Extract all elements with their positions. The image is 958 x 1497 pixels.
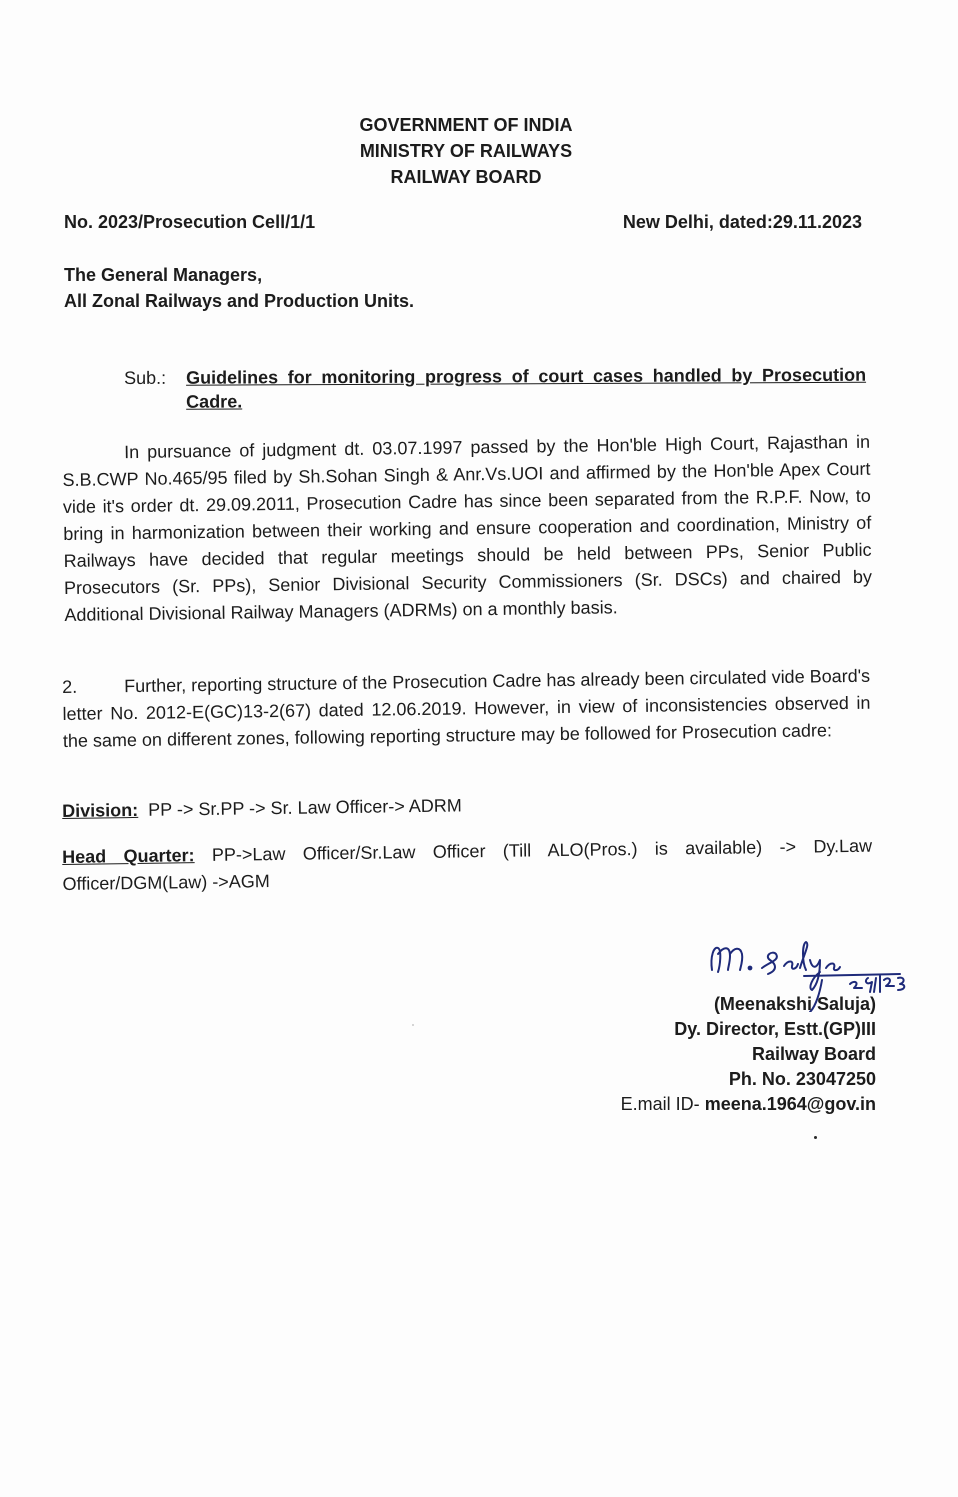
letter-place-date: New Delhi, dated:29.11.2023 (622, 212, 862, 232)
division-structure (62, 787, 872, 825)
letterhead-ministry: MINISTRY OF RAILWAYS (359, 141, 573, 161)
subject-text: Guidelines for monitoring progress of court cases handled by Prosecution Cadre. (186, 364, 867, 412)
addressee-line-2: All Zonal Railways and Production Units. (64, 291, 415, 311)
letter-number: No. 2023/Prosecution Cell/1/1 (64, 212, 316, 232)
signatory-email: meena.1964@gov.in (704, 1094, 876, 1114)
signatory-designation: Dy. Director, Estt.(GP)III (674, 1019, 876, 1039)
signatory-email-line (621, 1092, 876, 1117)
signatory-phone: Ph. No. 23047250 (728, 1069, 876, 1089)
signatory-block (621, 992, 876, 1117)
signatory-name: (Meenakshi Saluja) (713, 994, 876, 1014)
paragraph-2 (62, 663, 871, 755)
division-chain: PP -> Sr.PP -> Sr. Law Officer-> ADRM (148, 795, 462, 820)
signatory-email-label: E.mail ID- (620, 1094, 700, 1114)
subject-label: Sub.: (124, 367, 167, 388)
signatory-office: Railway Board (751, 1044, 876, 1064)
addressee-line-1: The General Managers, (64, 265, 263, 285)
paragraph-2-text: Further, reporting structure of the Prosecution Cadre has already been circulated vide Board's letter No. 2012-E(GC)13-2(67) dated 12.06.2019. However, in view of inconsistencies observed in the same on different zones, following reporting structure may be followed for Prosecution cadre: (62, 665, 871, 751)
addressee-block (64, 262, 414, 314)
letterhead (0, 112, 932, 190)
headquarter-label: Head Quarter: (62, 845, 195, 867)
headquarter-chain: PP->Law Officer/Sr.Law Officer (Till ALO(Pros.) is available) -> Dy.Law Officer/DGM(Law) ->AGM (62, 835, 873, 894)
subject-block (124, 363, 866, 414)
scan-speck (814, 1136, 817, 1139)
paragraph-2-number: 2. (62, 676, 78, 697)
paragraph-1: In pursuance of judgment dt. 03.07.1997 passed by the Hon'ble High Court, Rajasthan in S.B.CWP No.465/95 filed by Sh.Sohan Singh & Anr.Vs.UOI and affirmed by the Hon'ble Apex Court vide it's order dt. 29.09.2011, Prosecution Cadre has since been separated from the R.P.F. Now, to bring in harmonization between their working and ensure cooperation and coordination, Ministry of Railways have decided that regular meetings should be held between PPs, Senior Public Prosecutors (Sr. PPs), Senior Divisional Security Commissioners (Sr. DSCs) and chaired by Additional Divisional Railway Managers (ADRMs) on a monthly basis. (62, 431, 873, 625)
headquarter-structure (62, 833, 873, 898)
letterhead-government: GOVERNMENT OF INDIA (359, 115, 573, 135)
scan-speck (412, 1024, 414, 1026)
division-label: Division: (62, 799, 139, 821)
letterhead-board: RAILWAY BOARD (390, 167, 542, 187)
